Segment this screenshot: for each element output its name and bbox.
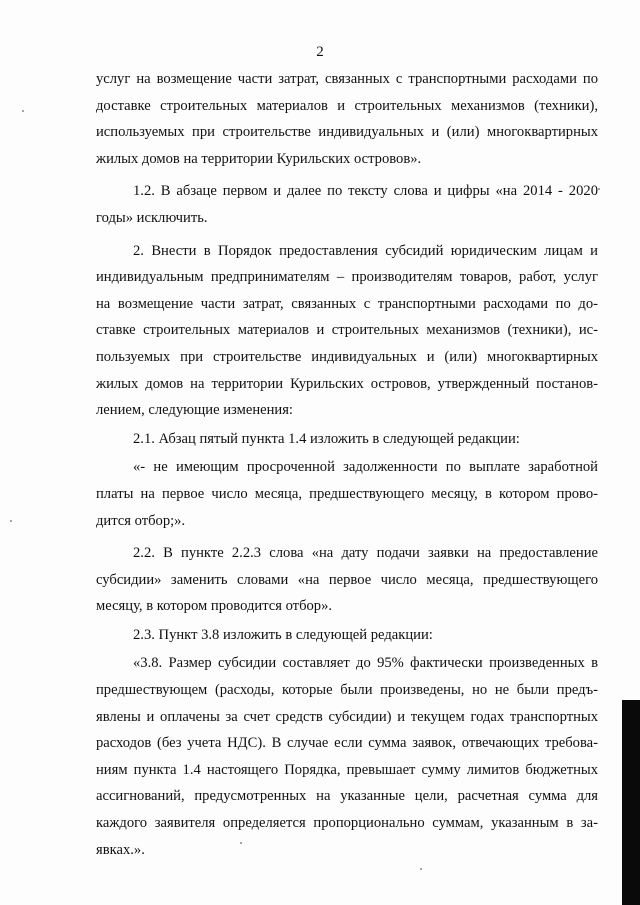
scan-speck [22,110,24,112]
text-line: используемых при строительстве индивидуальных и (или) многоквартирных [96,124,598,141]
text-line: годы» исключить. [96,209,208,226]
text-line: пользуемых при строительстве индивидуальных и (или) многоквартирных [96,348,598,365]
text-line: ниям пункта 1.4 настоящего Порядка, превышает сумму лимитов бюджетных [96,761,598,778]
text-line: «3.8. Размер субсидии составляет до 95% фактически произведенных в [133,655,598,672]
text-line: 2. Внести в Порядок предоставления субсидий юридическим лицам и [133,242,598,259]
text-line: 2.3. Пункт 3.8 изложить в следующей редакции: [133,626,433,643]
text-line: доставке строительных материалов и строительных механизмов (техники), [96,97,598,114]
text-line: расходов (без учета НДС). В случае если сумма заявок, отвечающих требова- [96,735,598,752]
text-line: ассигнований, предусмотренных на указанные цели, расчетная сумма для [96,788,598,805]
text-line: дится отбор;». [96,512,186,529]
text-line: каждого заявителя определяется пропорционально суммам, указанным в за- [96,815,598,832]
text-line: явлены и оплачены за счет средств субсидии) и текущем годах транспортных [96,708,598,725]
text-line: явках.». [96,841,145,858]
text-line: индивидуальным предпринимателям – производителям товаров, работ, услуг [96,269,598,286]
text-line: «- не имеющим просроченной задолженности по выплате заработной [133,459,598,476]
scan-speck [10,520,12,522]
text-line: предшествующем (расходы, которые были произведены, но не были предъ- [96,682,598,699]
text-line: субсидии» заменить словами «на первое число месяца, предшествующего [96,571,598,588]
text-line: ставке строительных материалов и строительных механизмов (техники), ис- [96,322,598,339]
scan-edge-shadow [622,700,640,905]
text-line: на возмещение части затрат, связанных с транспортными расходами по до- [96,295,598,312]
text-line: жилых домов на территории Курильских островов, утвержденный постанов- [96,375,598,392]
document-body [96,66,598,863]
text-line: жилых домов на территории Курильских островов». [96,150,422,167]
scan-speck [240,842,242,844]
text-line: платы на первое число месяца, предшествующего месяцу, в котором прово- [96,485,598,502]
text-line: 2.2. В пункте 2.2.3 слова «на дату подачи заявки на предоставление [133,545,598,562]
text-line: 1.2. В абзаце первом и далее по тексту слова и цифры «на 2014 - 2020 [133,183,598,200]
scan-speck [598,188,600,190]
scan-speck [420,868,422,870]
page-number: 2 [316,44,324,60]
text-line: лением, следующие изменения: [96,402,293,419]
text-line: месяцу, в котором проводится отбор». [96,598,333,615]
text-line: 2.1. Абзац пятый пункта 1.4 изложить в следующей редакции: [133,430,520,447]
text-line: услуг на возмещение части затрат, связанных с транспортными расходами по [96,71,598,87]
